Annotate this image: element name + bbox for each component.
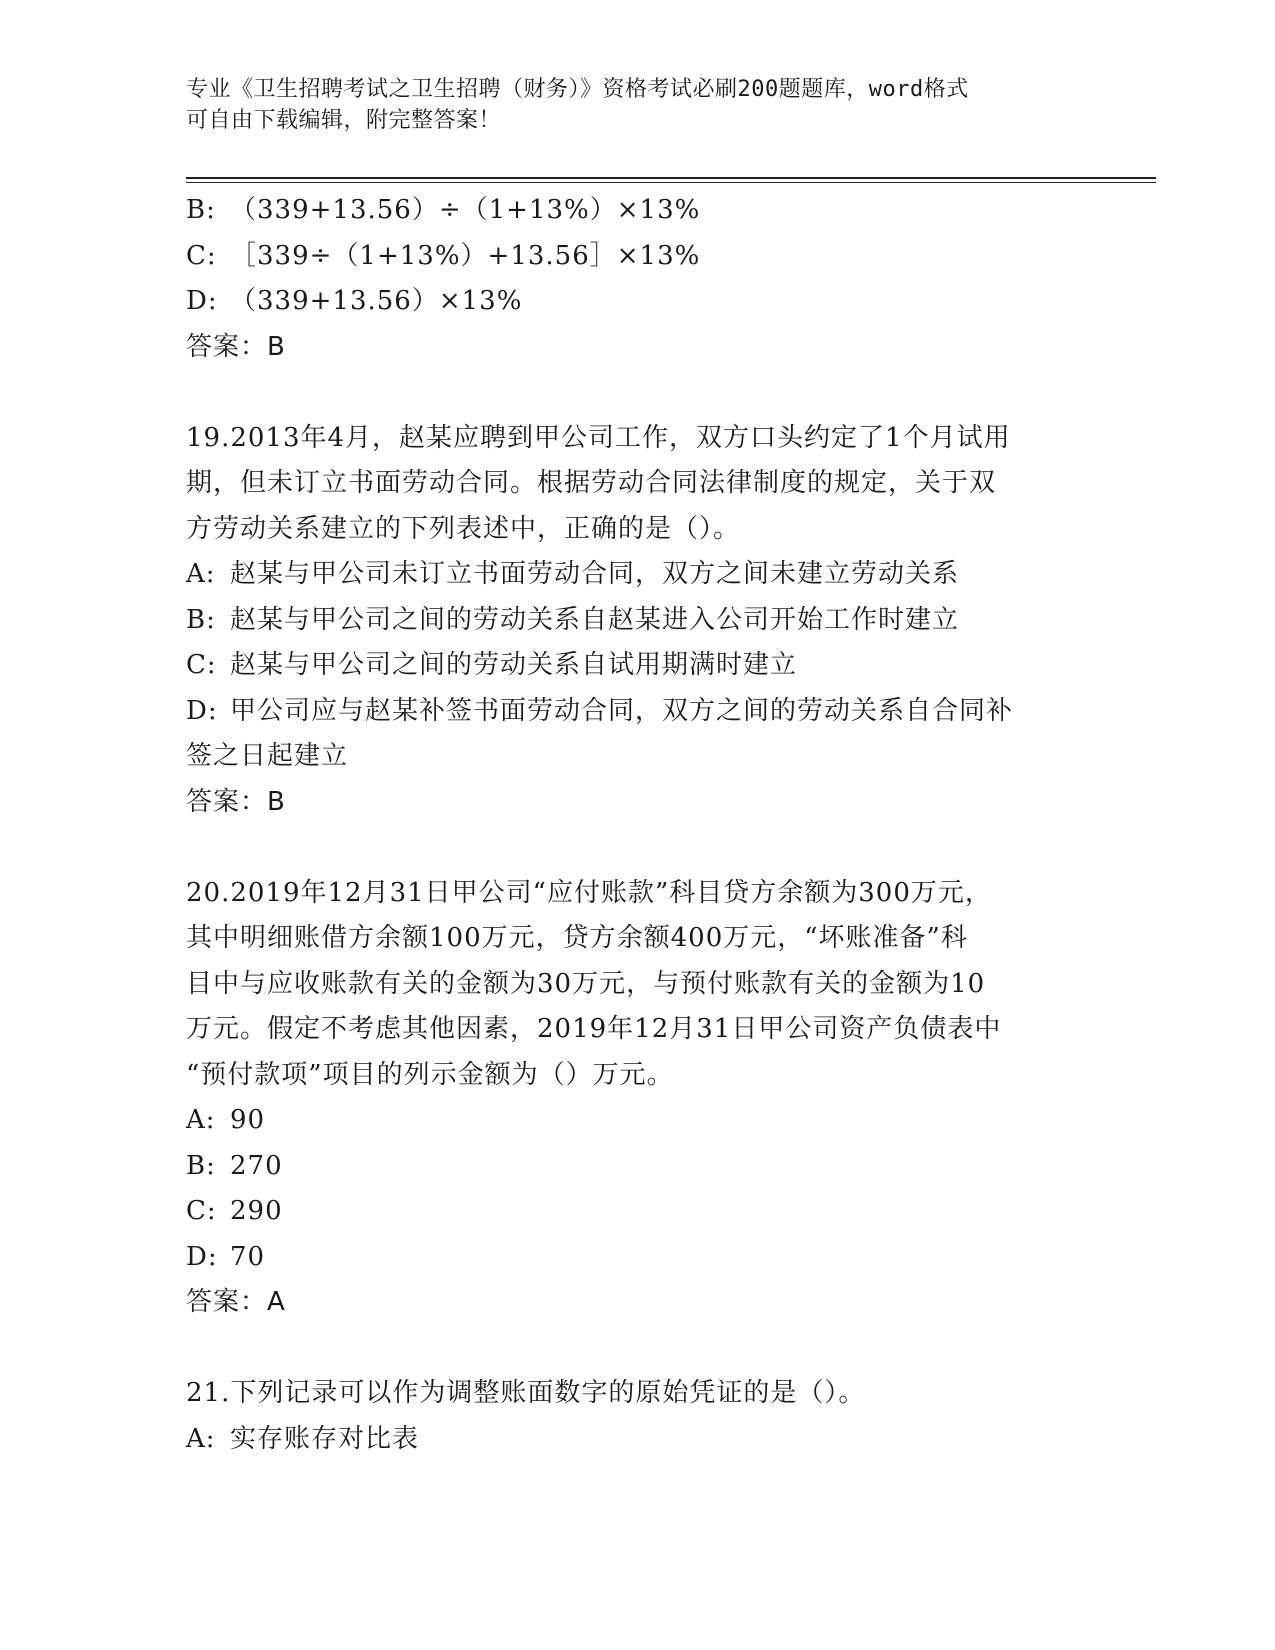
option-label: B: (186, 195, 216, 225)
option-b (186, 188, 1086, 234)
spacer (186, 370, 1086, 416)
option-text: 70 (230, 1241, 266, 1272)
header-title-line-2: 可自由下载编辑，附完整答案！ (186, 108, 502, 133)
option-text: 270 (230, 1150, 283, 1181)
question-18-options (186, 188, 1086, 325)
option-c (186, 643, 1086, 689)
spacer (186, 1326, 1086, 1372)
option-label: D: (186, 695, 218, 726)
option-d-continuation: 签之日起建立 (186, 741, 349, 771)
option-text: 赵某与甲公司之间的劳动关系自赵某进入公司开始工作时建立 (230, 604, 960, 635)
question-text-line: “预付款项”项目的列示金额为（）万元。 (186, 1059, 674, 1090)
option-label: D: (186, 1241, 218, 1272)
question-20-answer: 答案：A (186, 1287, 286, 1317)
question-text-line: 其中明细账借方余额100万元，贷方余额400万元，“坏账准备”科 (186, 923, 968, 953)
option-text: 290 (230, 1196, 283, 1226)
option-b (186, 1144, 1086, 1190)
option-text: 甲公司应与赵某补签书面劳动合同，双方之间的劳动关系自合同补 (230, 695, 1014, 726)
option-label: C: (186, 240, 217, 271)
question-text-line: 目中与应收账款有关的金额为30万元，与预付账款有关的金额为10 (186, 968, 986, 999)
header-divider-thick (186, 177, 1156, 179)
header-divider-thin (186, 182, 1156, 183)
option-label: A: (186, 559, 216, 589)
option-d (186, 1235, 1086, 1281)
option-label: C: (186, 1196, 217, 1226)
option-d (186, 689, 1086, 735)
question-text-line: 期，但未订立书面劳动合同。根据劳动合同法律制度的规定，关于双 (186, 468, 997, 498)
option-text: （339+13.56）×13% (230, 286, 523, 316)
question-20 (186, 871, 1086, 1281)
option-text: 实存账存对比表 (230, 1423, 420, 1454)
question-text-line: 21.下列记录可以作为调整账面数字的原始凭证的是（）。 (186, 1378, 866, 1408)
option-d (186, 279, 1086, 325)
question-19 (186, 416, 1086, 780)
option-label: C: (186, 650, 217, 680)
question-19-answer: 答案：B (186, 786, 286, 817)
option-label: A: (186, 1423, 216, 1454)
option-text: ［339÷（1+13%）+13.56］×13% (230, 240, 701, 271)
question-text-line: 19.2013年4月，赵某应聘到甲公司工作，双方口头约定了1个月试用 (186, 422, 1011, 453)
document-header (186, 74, 1066, 136)
option-label: B: (186, 1150, 216, 1181)
question-text-line: 万元。假定不考虑其他因素，2019年12月31日甲公司资产负债表中 (186, 1014, 1002, 1044)
question-text-line: 20.2019年12月31日甲公司“应付账款”科目贷方余额为300万元， (186, 877, 992, 908)
option-c (186, 1189, 1086, 1235)
option-text: 赵某与甲公司之间的劳动关系自试用期满时建立 (230, 650, 798, 680)
option-c (186, 234, 1086, 280)
question-text-line: 方劳动关系建立的下列表述中，正确的是（）。 (186, 513, 741, 544)
spacer (186, 825, 1086, 871)
question-18-answer: 答案：B (186, 331, 286, 362)
option-text: 赵某与甲公司未订立书面劳动合同，双方之间未建立劳动关系 (230, 559, 960, 589)
option-a (186, 1098, 1086, 1144)
question-21 (186, 1371, 1086, 1462)
option-label: A: (186, 1105, 216, 1135)
option-label: D: (186, 286, 218, 316)
option-a (186, 1417, 1086, 1463)
option-b (186, 598, 1086, 644)
option-text: 90 (230, 1105, 266, 1135)
option-text: （339+13.56）÷（1+13%）×13% (230, 195, 701, 225)
header-title-line-1: 专业《卫生招聘考试之卫生招聘（财务）》资格考试必刷200题题库，word格式 (186, 77, 969, 102)
document-body (186, 188, 1086, 1462)
option-a (186, 552, 1086, 598)
option-label: B: (186, 604, 216, 635)
